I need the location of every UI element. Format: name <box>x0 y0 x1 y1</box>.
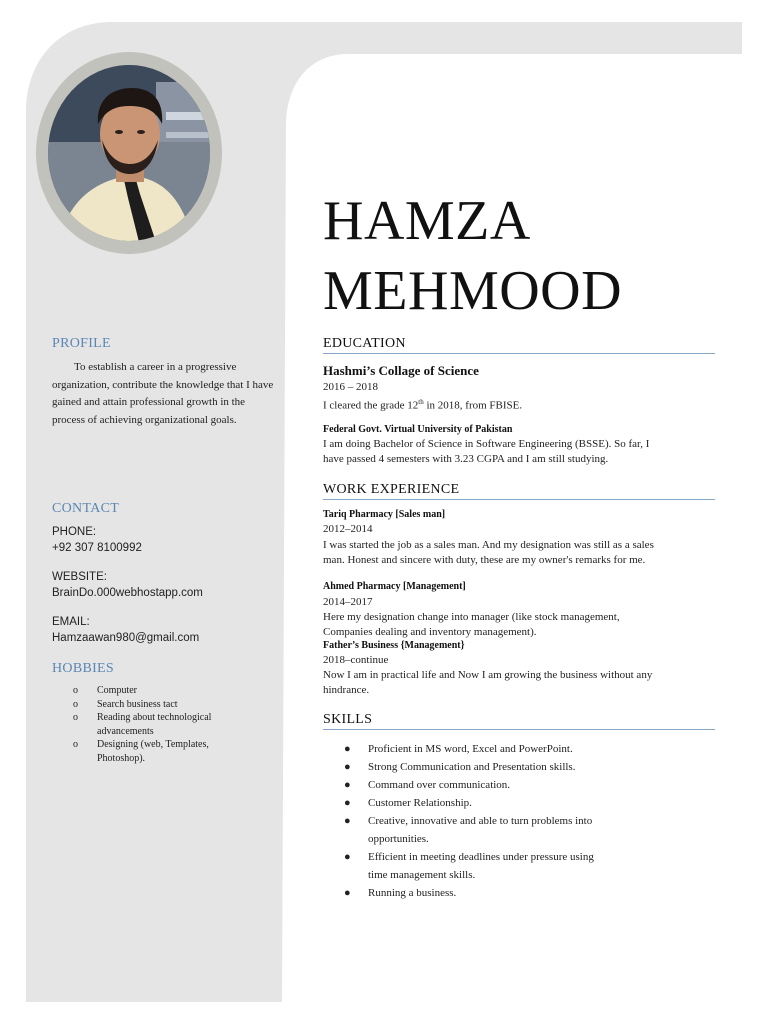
job-desc-1-line2: man. Honest and sincere with duty, these are my owner's remarks for me. <box>323 554 646 566</box>
skills-list <box>323 740 715 902</box>
circle-bullet-icon: o <box>73 698 78 710</box>
school-years-1: 2016 – 2018 <box>323 381 378 393</box>
circle-bullet-icon: o <box>73 685 78 696</box>
website-label: WEBSITE: <box>52 571 107 583</box>
job-years-1: 2012–2014 <box>323 523 373 535</box>
list-item: ● Customer Relationship. <box>323 794 715 812</box>
school-desc-2-line2: have passed 4 semesters with 3.23 CGPA and I am still studying. <box>323 453 609 465</box>
bullet-icon: ● <box>344 851 351 863</box>
circle-bullet-icon: o <box>73 712 78 723</box>
email-link[interactable]: Hamzaawan980@gmail.com <box>52 632 200 644</box>
phone-label: PHONE: <box>52 526 97 538</box>
job-desc-2-line2: Companies dealing and inventory management). <box>323 626 537 638</box>
school-desc-1: I cleared the grade 12th in 2018, from FBISE. <box>323 398 523 412</box>
profile-text: To establish a career in a progressive organization, contribute the knowledge that I have gained and attain professional growth in the process of achieving organizational goals. <box>52 361 274 426</box>
bullet-icon: ● <box>344 815 351 827</box>
first-name: HAMZA <box>323 190 531 252</box>
school-desc-2-line1: I am doing Bachelor of Science in Software Engineering (BSSE). So far, I <box>323 438 650 450</box>
school-name-2: Federal Govt. Virtual University of Pakistan <box>323 424 513 435</box>
list-item: ● Proficient in MS word, Excel and PowerPoint. <box>323 740 715 758</box>
bullet-icon: ● <box>344 761 351 773</box>
skills-heading: SKILLS <box>323 712 715 730</box>
list-item: o Computer <box>73 685 137 696</box>
list-item: o Reading about technological advancements <box>73 712 212 737</box>
bullet-icon: ● <box>344 797 351 809</box>
list-item: o Search business tact <box>73 698 178 710</box>
list-item: ● Strong Communication and Presentation skills. <box>323 758 715 776</box>
job-desc-1-line1: I was started the job as a sales man. And my designation was still as a sales <box>323 539 654 551</box>
website-link[interactable]: BrainDo.000webhostapp.com <box>52 587 203 599</box>
education-heading: EDUCATION <box>323 336 715 354</box>
list-item: ● Command over communication. <box>323 776 715 794</box>
profile-photo <box>36 52 222 254</box>
hobbies-heading: HOBBIES <box>52 661 114 676</box>
list-item: ● Efficient in meeting deadlines under pressure using time management skills. <box>323 848 715 884</box>
job-years-3: 2018–continue <box>323 654 389 666</box>
circle-bullet-icon: o <box>73 739 78 750</box>
bullet-icon: ● <box>344 779 351 791</box>
job-title-3: Father’s Business {Management} <box>323 640 465 651</box>
full-name <box>323 186 622 326</box>
phone-value[interactable]: +92 307 8100992 <box>52 542 142 554</box>
job-title-2: Ahmed Pharmacy [Management] <box>323 581 466 592</box>
contact-heading: CONTACT <box>52 501 120 516</box>
work-heading: WORK EXPERIENCE <box>323 482 715 500</box>
job-title-1: Tariq Pharmacy [Sales man] <box>323 509 446 520</box>
last-name: MEHMOOD <box>323 260 623 322</box>
hobbies-list <box>52 684 242 765</box>
job-desc-3-line1: Now I am in practical life and Now I am growing the business without any <box>323 669 653 681</box>
job-years-2: 2014–2017 <box>323 596 373 608</box>
list-item: ● Running a business. <box>323 884 715 902</box>
school-name-1: Hashmi’s Collage of Science <box>323 363 479 378</box>
email-label: EMAIL: <box>52 616 90 628</box>
bullet-icon: ● <box>344 887 351 899</box>
job-desc-3-line2: hindrance. <box>323 684 370 696</box>
list-item: o Designing (web, Templates, Photoshop). <box>73 739 209 764</box>
profile-heading: PROFILE <box>52 336 111 351</box>
list-item: ● Creative, innovative and able to turn problems into opportunities. <box>323 812 715 848</box>
job-desc-2-line1: Here my designation change into manager (like stock management, <box>323 611 620 623</box>
bullet-icon: ● <box>344 743 351 755</box>
